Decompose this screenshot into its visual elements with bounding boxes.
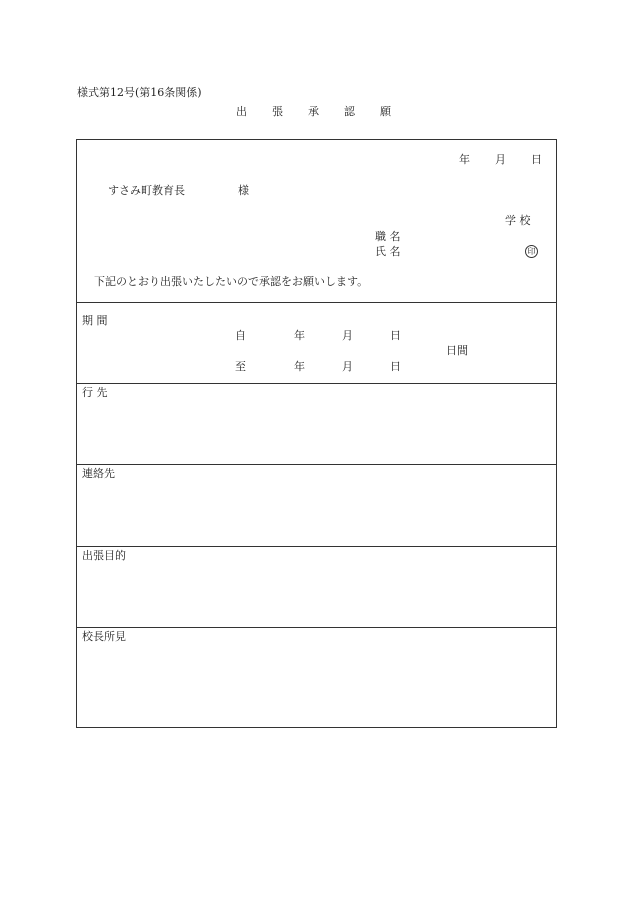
period-label: 期 間 — [82, 314, 108, 327]
title-char-3: 承 — [308, 105, 319, 118]
school-label: 学 校 — [505, 214, 531, 227]
period-from-year: 年 — [294, 329, 305, 342]
date-year-label: 年 — [459, 153, 470, 166]
honorific: 様 — [238, 184, 249, 197]
title-char-1: 出 — [236, 105, 247, 118]
title-char-4: 認 — [344, 105, 355, 118]
period-to-month: 月 — [342, 360, 353, 373]
divider-period-destination — [77, 383, 556, 384]
period-from-day: 日 — [390, 329, 401, 342]
period-to-label: 至 — [235, 360, 246, 373]
period-to-year: 年 — [294, 360, 305, 373]
principal-opinion-label: 校長所見 — [82, 630, 126, 643]
position-label: 職 名 — [375, 230, 401, 243]
contact-label: 連絡先 — [82, 467, 115, 480]
seal-mark — [525, 245, 538, 258]
date-month-label: 月 — [495, 153, 506, 166]
period-from-label: 自 — [235, 329, 246, 342]
destination-label: 行 先 — [82, 386, 108, 399]
period-to-day: 日 — [390, 360, 401, 373]
form-number: 様式第12号(第16条関係) — [77, 86, 202, 99]
addressee: すさみ町教育長 — [108, 184, 185, 197]
period-from-month: 月 — [342, 329, 353, 342]
period-days-unit: 日間 — [446, 344, 468, 357]
divider-request-period — [77, 302, 556, 303]
request-statement: 下記のとおり出張いたしたいので承認をお願いします。 — [94, 275, 369, 288]
date-day-label: 日 — [531, 153, 542, 166]
purpose-label: 出張目的 — [82, 549, 126, 562]
application-form-table — [76, 139, 557, 728]
divider-contact-purpose — [77, 546, 556, 547]
divider-purpose-opinion — [77, 627, 556, 628]
title-char-5: 願 — [380, 105, 391, 118]
seal-icon: 印 — [525, 245, 538, 258]
divider-destination-contact — [77, 464, 556, 465]
name-label: 氏 名 — [375, 245, 401, 258]
title-char-2: 張 — [272, 105, 283, 118]
